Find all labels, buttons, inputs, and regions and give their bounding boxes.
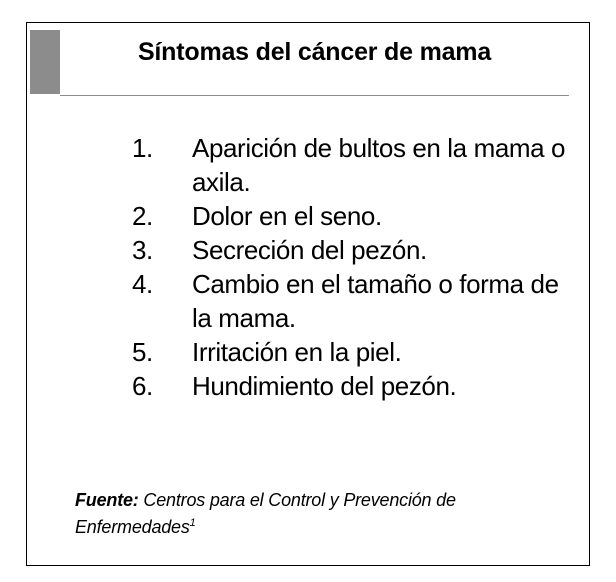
symptom-number: 5. <box>132 337 153 367</box>
symptom-text: Cambio en el tamaño o forma de la mama. <box>192 269 559 333</box>
symptom-item <box>132 199 572 233</box>
symptom-number: 1. <box>132 133 153 163</box>
symptom-number: 6. <box>132 371 153 401</box>
symptom-text: Aparición de bultos en la mama o axila. <box>192 133 566 197</box>
symptom-text: Secreción del pezón. <box>192 235 427 265</box>
symptoms-card <box>26 22 590 566</box>
symptom-item <box>132 233 572 267</box>
header-divider <box>60 95 569 96</box>
source-label: Fuente: <box>75 490 139 510</box>
card-title: Síntomas del cáncer de mama <box>137 38 492 66</box>
symptom-number: 2. <box>132 201 153 231</box>
symptom-item <box>132 369 572 403</box>
source-footnote: 1 <box>189 517 196 529</box>
source-text: Centros para el Control y Prevención de Enfermedades <box>75 490 456 537</box>
symptom-item <box>132 267 572 335</box>
symptom-text: Hundimiento del pezón. <box>192 371 457 401</box>
symptom-number: 3. <box>132 235 153 265</box>
symptom-item <box>132 335 572 369</box>
symptom-number: 4. <box>132 269 153 299</box>
header-accent-bar <box>30 30 60 94</box>
symptom-list <box>132 131 572 403</box>
symptom-item <box>132 131 572 199</box>
source-note <box>75 487 565 541</box>
symptom-text: Irritación en la piel. <box>192 337 402 367</box>
symptom-text: Dolor en el seno. <box>192 201 382 231</box>
